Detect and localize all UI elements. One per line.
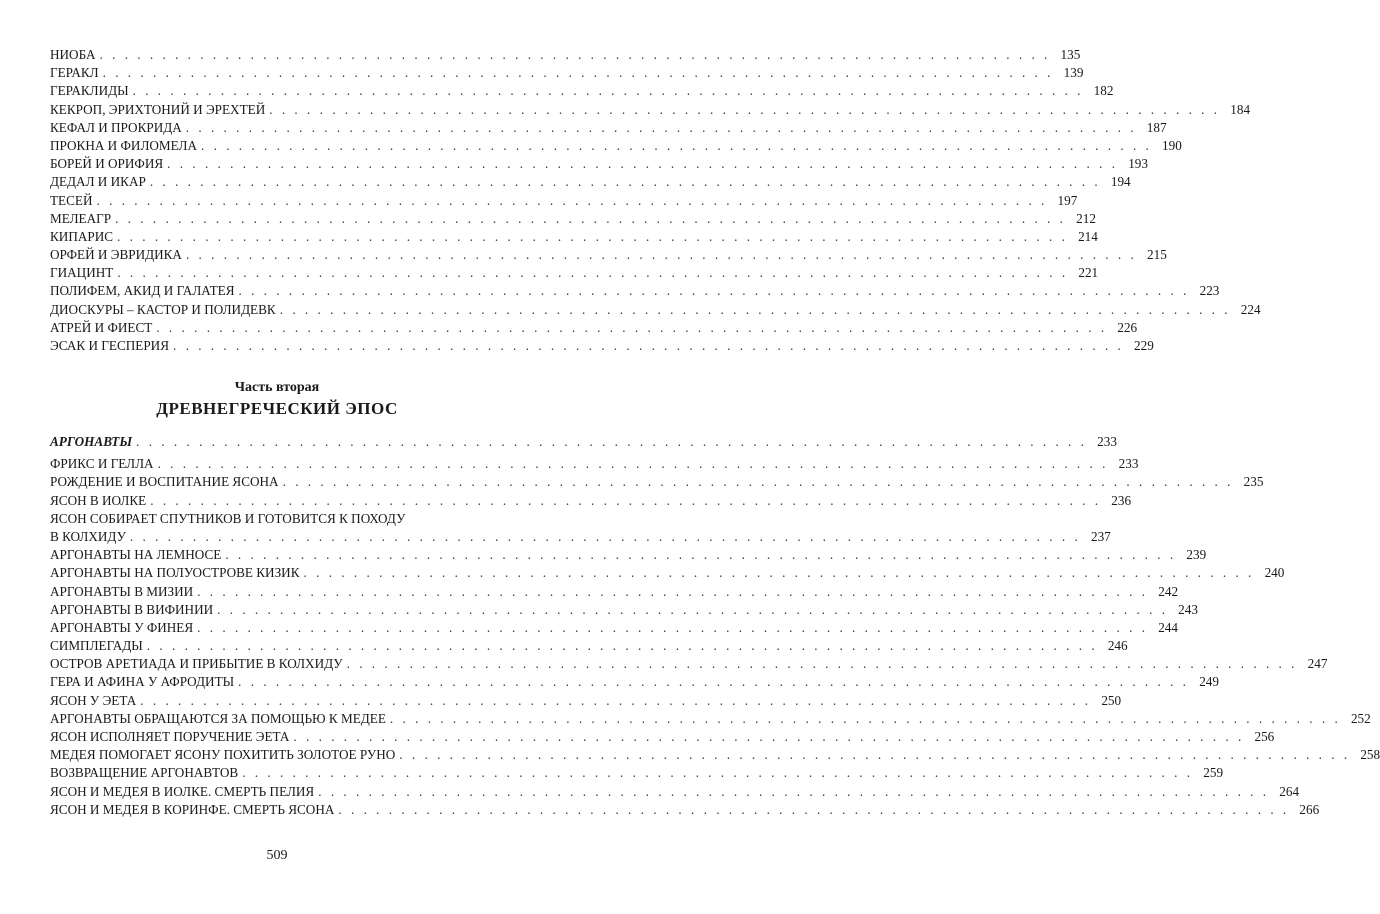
toc-entry: ЯСОН И МЕДЕЯ В ИОЛКЕ. СМЕРТЬ ПЕЛИЯ . . . 264 [50, 783, 502, 801]
toc-entry: ТЕСЕЙ . . . 197 [50, 192, 502, 210]
toc-entry: АРГОНАВТЫ НА ПОЛУОСТРОВЕ КИЗИК . . . 240 [50, 564, 502, 582]
toc-entry: ЯСОН В ИОЛКЕ . . . 236 [50, 492, 502, 510]
page-number: 509 [266, 848, 288, 863]
toc-part-one [50, 46, 1261, 355]
toc-entry: МЕЛЕАГР . . . 212 [50, 210, 502, 228]
toc-entry: ОРФЕЙ И ЭВРИДИКА . . . 215 [50, 246, 502, 264]
toc-entry: АРГОНАВТЫ В МИЗИИ . . . 242 [50, 583, 502, 601]
toc-entry: ГЕРАКЛ . . . 139 [50, 64, 502, 82]
toc-entry: ДИОСКУРЫ – КАСТОР И ПОЛИДЕВК . . . 224 [50, 301, 502, 319]
part-title: ДРЕВНЕГРЕЧЕСКИЙ ЭПОС [156, 399, 398, 418]
toc-entry: АРГОНАВТЫ У ФИНЕЯ . . . 244 [50, 619, 502, 637]
toc-entry: РОЖДЕНИЕ И ВОСПИТАНИЕ ЯСОНА . . . 235 [50, 473, 502, 491]
toc-entry: МЕДЕЯ ПОМОГАЕТ ЯСОНУ ПОХИТИТЬ ЗОЛОТОЕ РУНО . . . 258 [50, 746, 502, 764]
toc-entry: АРГОНАВТЫ В ВИФИНИИ . . . 243 [50, 601, 502, 619]
toc-entry: КИПАРИС . . . 214 [50, 228, 502, 246]
toc-entry: ЯСОН ИСПОЛНЯЕТ ПОРУЧЕНИЕ ЭЕТА . . . 256 [50, 728, 502, 746]
toc-entry: АТРЕЙ И ФИЕСТ . . . 226 [50, 319, 502, 337]
toc-entry: В КОЛХИДУ . . . 237 [50, 528, 502, 546]
toc-entry: ГЕРА И АФИНА У АФРОДИТЫ . . . 249 [50, 673, 502, 691]
toc-section-heading: АРГОНАВТЫ . . . 233 [50, 433, 502, 451]
toc-entry: ГИАЦИНТ . . . 221 [50, 264, 502, 282]
toc-entry: КЕФАЛ И ПРОКРИДА . . . 187 [50, 119, 502, 137]
toc-entry: ДЕДАЛ И ИКАР . . . 194 [50, 173, 502, 191]
toc-entry: АРГОНАВТЫ ОБРАЩАЮТСЯ ЗА ПОМОЩЬЮ К МЕДЕЕ . . . 252 [50, 710, 502, 728]
toc-entry: ОСТРОВ АРЕТИАДА И ПРИБЫТИЕ В КОЛХИДУ . . . 247 [50, 655, 502, 673]
toc-entry: СИМПЛЕГАДЫ . . . 246 [50, 637, 502, 655]
toc-part-two [50, 433, 1380, 819]
toc-entry: ЭСАК И ГЕСПЕРИЯ . . . 229 [50, 337, 502, 355]
toc-entry: ВОЗВРАЩЕНИЕ АРГОНАВТОВ . . . 259 [50, 764, 502, 782]
toc-entry: КЕКРОП, ЭРИХТОНИЙ И ЭРЕХТЕЙ . . . 184 [50, 101, 502, 119]
toc-entry: БОРЕЙ И ОРИФИЯ . . . 193 [50, 155, 502, 173]
toc-entry: ЯСОН И МЕДЕЯ В КОРИНФЕ. СМЕРТЬ ЯСОНА . . . 266 [50, 801, 502, 819]
toc-entry-wrapped-line: ЯСОН СОБИРАЕТ СПУТНИКОВ И ГОТОВИТСЯ К ПОХОДУ [50, 510, 406, 526]
part-subtitle: Часть вторая [234, 380, 320, 395]
toc-entry: ПРОКНА И ФИЛОМЕЛА . . . 190 [50, 137, 502, 155]
toc-entry: ПОЛИФЕМ, АКИД И ГАЛАТЕЯ . . . 223 [50, 282, 502, 300]
toc-entry: ФРИКС И ГЕЛЛА . . . 233 [50, 455, 502, 473]
toc-entry: ЯСОН У ЭЕТА . . . 250 [50, 692, 502, 710]
toc-entry: НИОБА . . . 135 [50, 46, 502, 64]
toc-entry: АРГОНАВТЫ НА ЛЕМНОСЕ . . . 239 [50, 546, 502, 564]
toc-entry: ГЕРАКЛИДЫ . . . 182 [50, 82, 502, 100]
